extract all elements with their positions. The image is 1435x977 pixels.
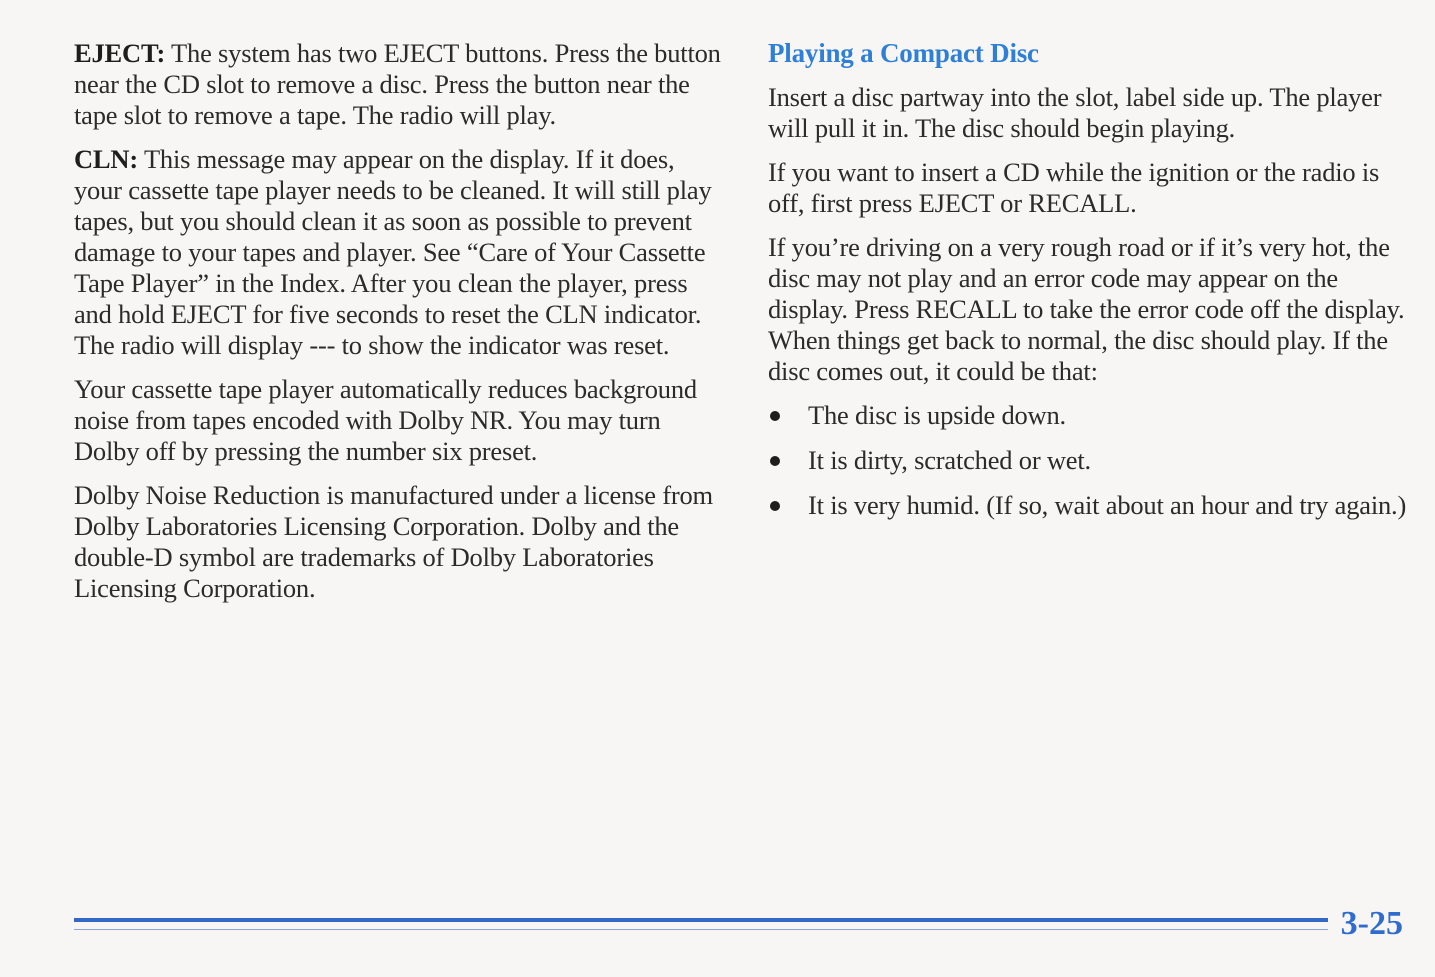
reasons-list — [768, 400, 1413, 521]
insert-disc-paragraph: Insert a disc partway into the slot, label side up. The player will pull it in. The disc should begin playing. — [768, 82, 1382, 143]
bullet-icon — [770, 501, 780, 511]
bullet-icon — [770, 456, 780, 466]
insert-cd-ignition-paragraph: If you want to insert a CD while the ignition or the radio is off, first press EJECT or RECALL. — [768, 157, 1380, 218]
cln-paragraph — [74, 144, 724, 361]
bullet-icon — [770, 411, 780, 421]
section-heading: Playing a Compact Disc — [768, 38, 1039, 68]
footer-rule — [74, 918, 1328, 922]
cln-description: This message may appear on the display. If it does, your cassette tape player needs to be cleaned. It will still play tapes, but you should clean it as soon as possible to prevent damage to your tapes and player. See “Care of Your Cassette Tape Player” in the Index. After you clean the player, press and hold EJECT for five seconds to reset the CLN indicator. The radio will display --- to show the indicator was reset. — [74, 144, 712, 360]
list-item-text: The disc is upside down. — [808, 400, 1066, 430]
rough-road-paragraph: If you’re driving on a very rough road or if it’s very hot, the disc may not play and an error code may appear on the display. Press RECALL to take the error code off the display. When things get back to normal, the disc should play. If the disc comes out, it could be that: — [768, 232, 1405, 386]
list-item — [768, 490, 1413, 521]
right-column — [768, 38, 1413, 535]
eject-description: The system has two EJECT buttons. Press the button near the CD slot to remove a disc. Press the button near the tape slot to remove a tape. The radio will play. — [74, 38, 721, 130]
footer-rule-thin — [74, 929, 1328, 930]
dolby-license-paragraph: Dolby Noise Reduction is manufactured under a license from Dolby Laboratories Licensing Corporation. Dolby and the double-D symbol are trademarks of Dolby Laboratories Licensing Corporation. — [74, 480, 713, 603]
dolby-nr-paragraph: Your cassette tape player automatically reduces background noise from tapes encoded with Dolby NR. You may turn Dolby off by pressing the number six preset. — [74, 374, 697, 466]
page-number: 3-25 — [1340, 905, 1403, 942]
list-item — [768, 445, 1413, 476]
eject-term: EJECT: — [74, 38, 166, 68]
eject-paragraph — [74, 38, 724, 131]
left-column — [74, 38, 724, 617]
list-item-text: It is dirty, scratched or wet. — [808, 445, 1091, 475]
list-item-text: It is very humid. (If so, wait about an hour and try again.) — [808, 490, 1407, 520]
cln-term: CLN: — [74, 144, 138, 174]
list-item — [768, 400, 1413, 431]
